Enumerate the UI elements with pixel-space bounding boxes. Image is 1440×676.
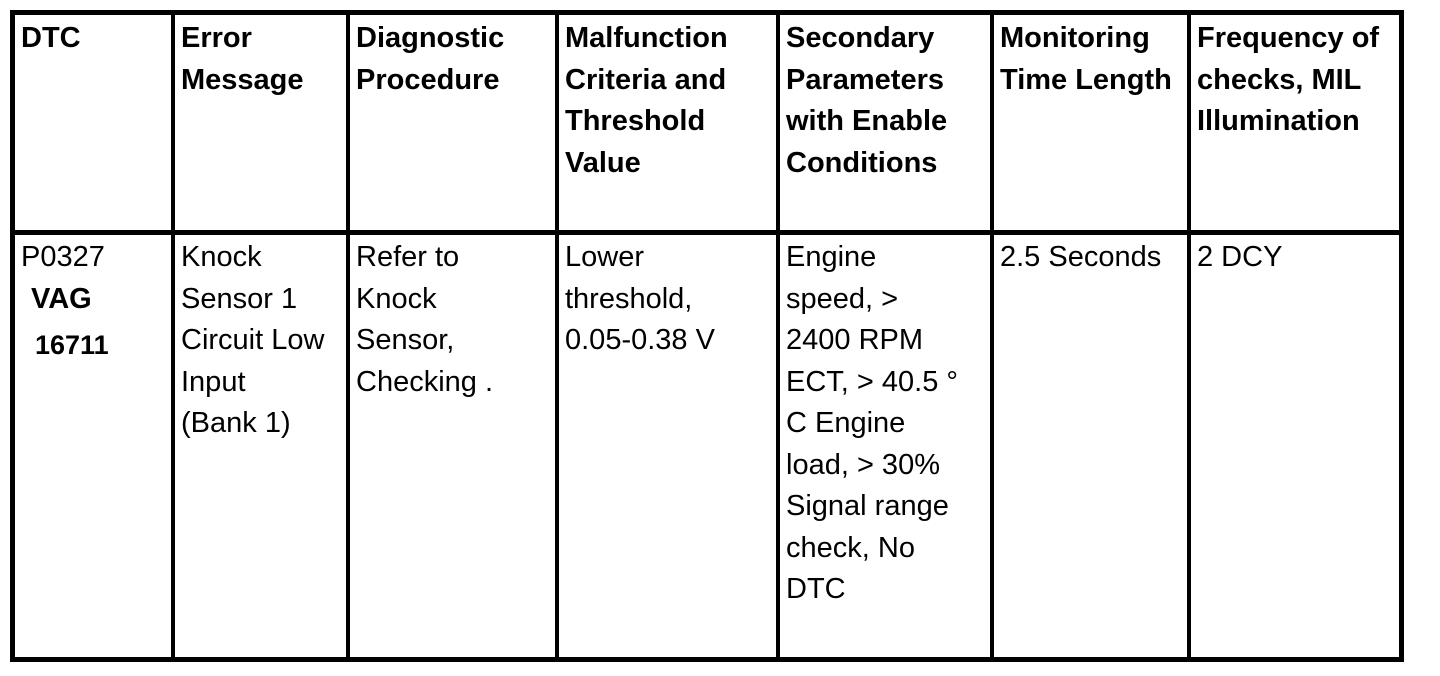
vag-label: VAG — [31, 282, 92, 315]
header-error-message: Error Message — [173, 15, 348, 233]
cell-secondary-parameters — [778, 233, 992, 658]
secondary-parameters-text: Engine speed, > 2400 RPM ECT, > 40.5 ° C Engine load, > 30% Signal range check, No DTC — [786, 241, 958, 605]
malfunction-criteria-text: Lower threshold, 0.05-0.38 V — [565, 241, 715, 356]
cell-diagnostic-procedure — [348, 233, 557, 658]
header-dtc: DTC — [21, 22, 81, 54]
header-frequency: Frequency of checks, MIL Illumination — [1189, 15, 1399, 233]
cell-frequency — [1189, 233, 1399, 658]
cell-dtc — [15, 233, 173, 658]
cell-monitoring-time — [992, 233, 1189, 658]
frequency-text: 2 DCY — [1197, 241, 1283, 273]
diagnostic-procedure-text: Refer to Knock Sensor, Checking . — [356, 241, 494, 398]
header-diagnostic-procedure: Diagnostic Procedure — [348, 15, 557, 233]
error-message-text: Knock Sensor 1 Circuit Low Input (Bank 1) — [181, 241, 325, 439]
dtc-table-container — [10, 10, 1404, 662]
header-monitoring-time: Monitoring Time Length — [992, 15, 1189, 233]
header-row — [15, 15, 1399, 233]
cell-malfunction-criteria — [557, 233, 778, 658]
table-body — [15, 233, 1399, 658]
vag-number: 16711 — [35, 330, 109, 360]
dtc-table — [15, 15, 1399, 657]
cell-error-message — [173, 233, 348, 658]
table-row — [15, 233, 1399, 658]
header-malfunction-criteria: Malfunction Criteria and Threshold Value — [557, 15, 778, 233]
monitoring-time-text: 2.5 Seconds — [1000, 241, 1162, 273]
table-header — [15, 15, 1399, 233]
header-secondary-parameters: Secondary Parameters with Enable Conditions — [778, 15, 992, 233]
dtc-code: P0327 — [21, 241, 105, 273]
